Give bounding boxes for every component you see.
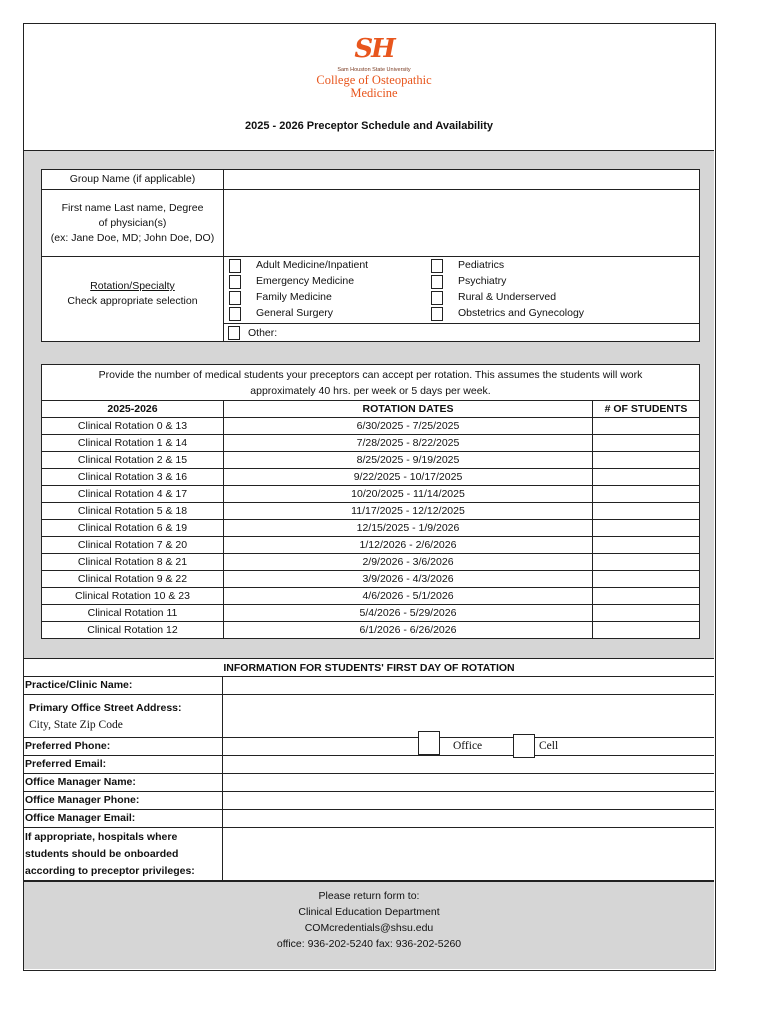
option-label: Obstetrics and Gynecology (458, 307, 585, 319)
address-label (24, 695, 223, 737)
header-num-students: # OF STUDENTS (593, 400, 699, 417)
option-pediatrics[interactable] (431, 258, 504, 273)
form-title: 2025 - 2026 Preceptor Schedule and Availability (244, 120, 493, 132)
footer-phone-fax: office: 936-202-5240 fax: 936-202-5260 (276, 938, 462, 950)
hospitals-label-line3: according to preceptor privileges: (25, 865, 195, 877)
checkbox-icon[interactable] (228, 326, 240, 340)
rotation-name: Clinical Rotation 3 & 16 (42, 468, 224, 485)
rotation-name: Clinical Rotation 2 & 15 (42, 451, 224, 468)
option-label: Emergency Medicine (256, 275, 355, 287)
option-label: General Surgery (256, 307, 334, 319)
rotation-name: Clinical Rotation 4 & 17 (42, 485, 224, 502)
rotation-grid (42, 400, 699, 638)
preceptor-form (23, 23, 716, 971)
checkbox-icon[interactable] (229, 291, 241, 305)
office-checkbox[interactable] (418, 731, 440, 755)
num-students-field[interactable] (593, 468, 699, 485)
rotation-dates: 2/9/2026 - 3/6/2026 (224, 553, 593, 570)
group-name-label: Group Name (if applicable) (42, 170, 224, 189)
rotation-dates: 11/17/2025 - 12/12/2025 (224, 502, 593, 519)
option-label: Rural & Underserved (458, 291, 557, 303)
manager-phone-label: Office Manager Phone: (24, 792, 223, 809)
college-name-line2: Medicine (350, 86, 398, 100)
num-students-field[interactable] (593, 604, 699, 621)
manager-email-label: Office Manager Email: (24, 810, 223, 827)
rotation-name: Clinical Rotation 11 (42, 604, 224, 621)
rotation-name: Clinical Rotation 9 & 22 (42, 570, 224, 587)
form-footer (24, 881, 714, 969)
num-students-field[interactable] (593, 417, 699, 434)
checkbox-icon[interactable] (229, 307, 241, 321)
rotation-intro-text: Provide the number of medical students your preceptors can accept per rotation. This assumes the students will work approximately 40 hrs. per week or 5 days per week. (98, 369, 643, 397)
option-obgyn[interactable] (431, 306, 584, 321)
rotation-name: Clinical Rotation 0 & 13 (42, 417, 224, 434)
option-label: Family Medicine (256, 291, 332, 303)
rotation-dates: 5/4/2026 - 5/29/2026 (224, 604, 593, 621)
option-label: Psychiatry (458, 275, 507, 287)
preferred-email-label: Preferred Email: (24, 756, 223, 773)
other-label: Other: (248, 326, 278, 339)
rotation-name: Clinical Rotation 7 & 20 (42, 536, 224, 553)
manager-phone-field[interactable] (223, 792, 714, 809)
preferred-phone-field[interactable] (223, 738, 714, 755)
num-students-field[interactable] (593, 570, 699, 587)
practice-name-label: Practice/Clinic Name: (24, 677, 223, 694)
rotation-specialty-label (42, 257, 224, 341)
rotation-specialty-title: Rotation/Specialty (90, 280, 175, 292)
checkbox-icon[interactable] (229, 259, 241, 273)
physician-name-label (42, 190, 224, 256)
rotation-name: Clinical Rotation 6 & 19 (42, 519, 224, 536)
rotation-options (224, 257, 699, 341)
hospitals-label (24, 828, 223, 880)
hospitals-label-line1: If appropriate, hospitals where (25, 831, 178, 843)
rotation-specialty-subtitle: Check appropriate selection (67, 295, 198, 307)
physician-name-label-line3: (ex: Jane Doe, MD; John Doe, DO) (50, 231, 215, 244)
header-rotation-dates: ROTATION DATES (224, 400, 593, 417)
rotation-name: Clinical Rotation 1 & 14 (42, 434, 224, 451)
rotation-dates: 4/6/2026 - 5/1/2026 (224, 587, 593, 604)
preferred-email-field[interactable] (223, 756, 714, 773)
college-name-line1: College of Osteopathic (316, 73, 432, 87)
rotation-dates: 7/28/2025 - 8/22/2025 (224, 434, 593, 451)
checkbox-icon[interactable] (431, 291, 443, 305)
rotation-dates: 9/22/2025 - 10/17/2025 (224, 468, 593, 485)
header-period: 2025-2026 (42, 400, 224, 417)
first-day-info-section (24, 658, 714, 908)
num-students-field[interactable] (593, 451, 699, 468)
num-students-field[interactable] (593, 519, 699, 536)
option-other[interactable] (224, 323, 699, 341)
rotation-dates: 3/9/2026 - 4/3/2026 (224, 570, 593, 587)
rotation-dates: 6/30/2025 - 7/25/2025 (224, 417, 593, 434)
num-students-field[interactable] (593, 536, 699, 553)
address-label-text: Primary Office Street Address: (29, 702, 182, 714)
rotation-dates: 10/20/2025 - 11/14/2025 (224, 485, 593, 502)
checkbox-icon[interactable] (431, 307, 443, 321)
cell-label: Cell (539, 740, 559, 752)
practice-name-field[interactable] (223, 677, 714, 694)
rotation-name: Clinical Rotation 5 & 18 (42, 502, 224, 519)
manager-email-field[interactable] (223, 810, 714, 827)
num-students-field[interactable] (593, 502, 699, 519)
option-label: Pediatrics (458, 259, 505, 271)
option-rural-underserved[interactable] (431, 290, 556, 305)
physician-name-field[interactable] (224, 190, 699, 256)
group-name-field[interactable] (224, 170, 699, 189)
footer-email: COMcredentials@shsu.edu (304, 922, 434, 934)
checkbox-icon[interactable] (431, 259, 443, 273)
university-name: Sam Houston State University (337, 67, 411, 73)
office-label: Office (453, 740, 483, 752)
city-state-zip-label: City, State Zip Code (29, 719, 123, 731)
first-day-info-title: INFORMATION FOR STUDENTS' FIRST DAY OF ROTATION (24, 659, 714, 677)
option-psychiatry[interactable] (431, 274, 506, 289)
rotation-dates: 1/12/2026 - 2/6/2026 (224, 536, 593, 553)
rotation-dates: 12/15/2025 - 1/9/2026 (224, 519, 593, 536)
num-students-field[interactable] (593, 587, 699, 604)
rotation-dates: 6/1/2026 - 6/26/2026 (224, 621, 593, 638)
rotation-name: Clinical Rotation 8 & 21 (42, 553, 224, 570)
num-students-field[interactable] (593, 434, 699, 451)
rotation-name: Clinical Rotation 12 (42, 621, 224, 638)
footer-line-2: Clinical Education Department (298, 906, 440, 918)
manager-name-label: Office Manager Name: (24, 774, 223, 791)
hospitals-label-line2: students should be onboarded (25, 848, 179, 860)
option-family-medicine[interactable] (229, 290, 332, 305)
physician-name-label-line2: of physician(s) (98, 216, 167, 229)
rotation-name: Clinical Rotation 10 & 23 (42, 587, 224, 604)
manager-name-field[interactable] (223, 774, 714, 791)
cell-checkbox[interactable] (513, 734, 535, 758)
num-students-field[interactable] (593, 485, 699, 502)
form-header (24, 24, 714, 150)
option-emergency-medicine[interactable] (229, 274, 354, 289)
sh-logo-mark: SH (354, 34, 394, 64)
checkbox-icon[interactable] (431, 275, 443, 289)
rotation-schedule-table (41, 364, 700, 639)
option-general-surgery[interactable] (229, 306, 333, 321)
option-adult-medicine[interactable] (229, 258, 368, 273)
num-students-field[interactable] (593, 621, 699, 638)
college-logo (314, 34, 434, 100)
preferred-phone-label: Preferred Phone: (24, 738, 223, 755)
num-students-field[interactable] (593, 553, 699, 570)
option-label: Adult Medicine/Inpatient (256, 259, 369, 271)
footer-line-1: Please return form to: (318, 890, 420, 902)
hospitals-field[interactable] (223, 828, 714, 880)
physician-name-label-line1: First name Last name, Degree (61, 201, 204, 214)
address-field[interactable] (223, 695, 714, 737)
checkbox-icon[interactable] (229, 275, 241, 289)
physician-info-table (41, 169, 700, 342)
rotation-dates: 8/25/2025 - 9/19/2025 (224, 451, 593, 468)
